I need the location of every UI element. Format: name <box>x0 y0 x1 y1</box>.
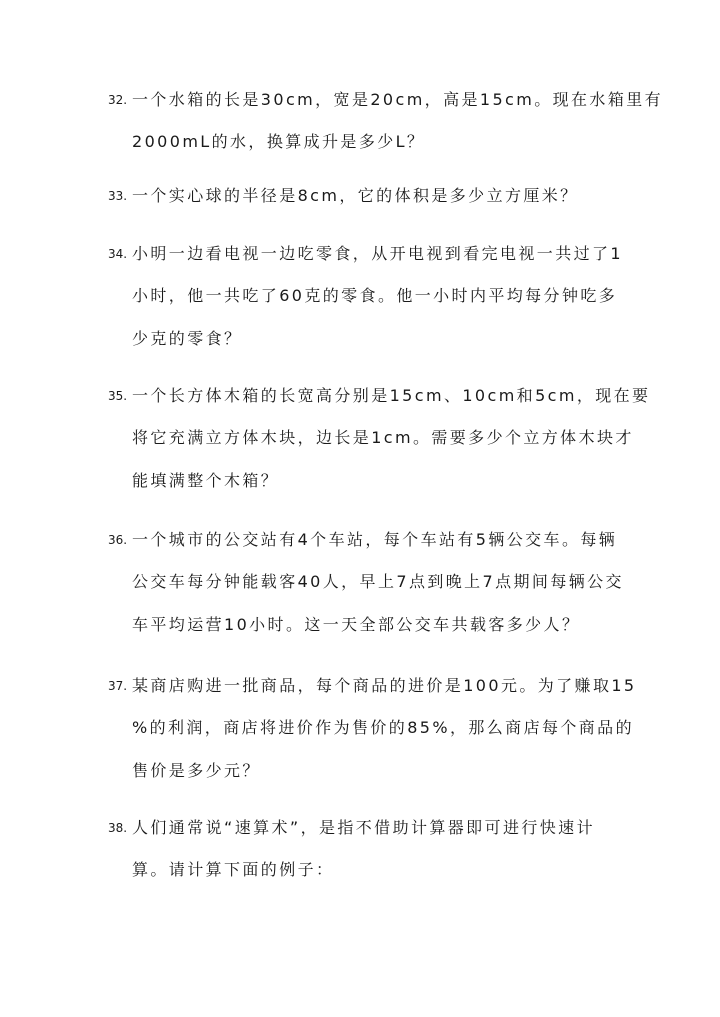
question-number: 38. <box>108 821 128 835</box>
question-number: 35. <box>108 389 128 403</box>
question-text-line: 算。请计算下面的例子： <box>132 860 335 879</box>
question-text-line: 2000mL的水，换算成升是多少L？ <box>132 132 426 151</box>
question-text-line: 一个长方体木箱的长宽高分别是15cm、10cm和5cm，现在要 <box>132 386 651 405</box>
question-text-line: 一个实心球的半径是8cm，它的体积是多少立方厘米？ <box>132 186 579 205</box>
question-text-line: 能填满整个木箱？ <box>132 471 280 490</box>
question-text-line: 某商店购进一批商品，每个商品的进价是100元。为了赚取15 <box>132 676 637 695</box>
question-text-line: 公交车每分钟能载客40人，早上7点到晚上7点期间每辆公交 <box>132 572 624 591</box>
question-text-line: 售价是多少元？ <box>132 761 261 780</box>
question-text-line: 人们通常说“速算术”，是指不借助计算器即可进行快速计 <box>132 818 595 837</box>
question-number: 34. <box>108 247 128 261</box>
question-text-line: 一个城市的公交站有4个车站，每个车站有5辆公交车。每辆 <box>132 530 618 549</box>
question-text-line: 将它充满立方体木块，边长是1cm。需要多少个立方体木块才 <box>132 428 634 447</box>
question-number: 33. <box>108 189 128 203</box>
question-number: 37. <box>108 679 128 693</box>
question-number: 32. <box>108 93 128 107</box>
question-number: 36. <box>108 533 128 547</box>
question-text-line: 小时，他一共吃了60克的零食。他一小时内平均每分钟吃多 <box>132 286 618 305</box>
question-text-line: 少克的零食？ <box>132 329 243 348</box>
question-text-line: 一个水箱的长是30cm，宽是20cm，高是15cm。现在水箱里有 <box>132 90 664 109</box>
question-text-line: %的利润，商店将进价作为售价的85%，那么商店每个商品的 <box>132 718 634 737</box>
question-text-line: 小明一边看电视一边吃零食，从开电视到看完电视一共过了1 <box>132 244 623 263</box>
question-text-line: 车平均运营10小时。这一天全部公交车共载客多少人？ <box>132 615 581 634</box>
